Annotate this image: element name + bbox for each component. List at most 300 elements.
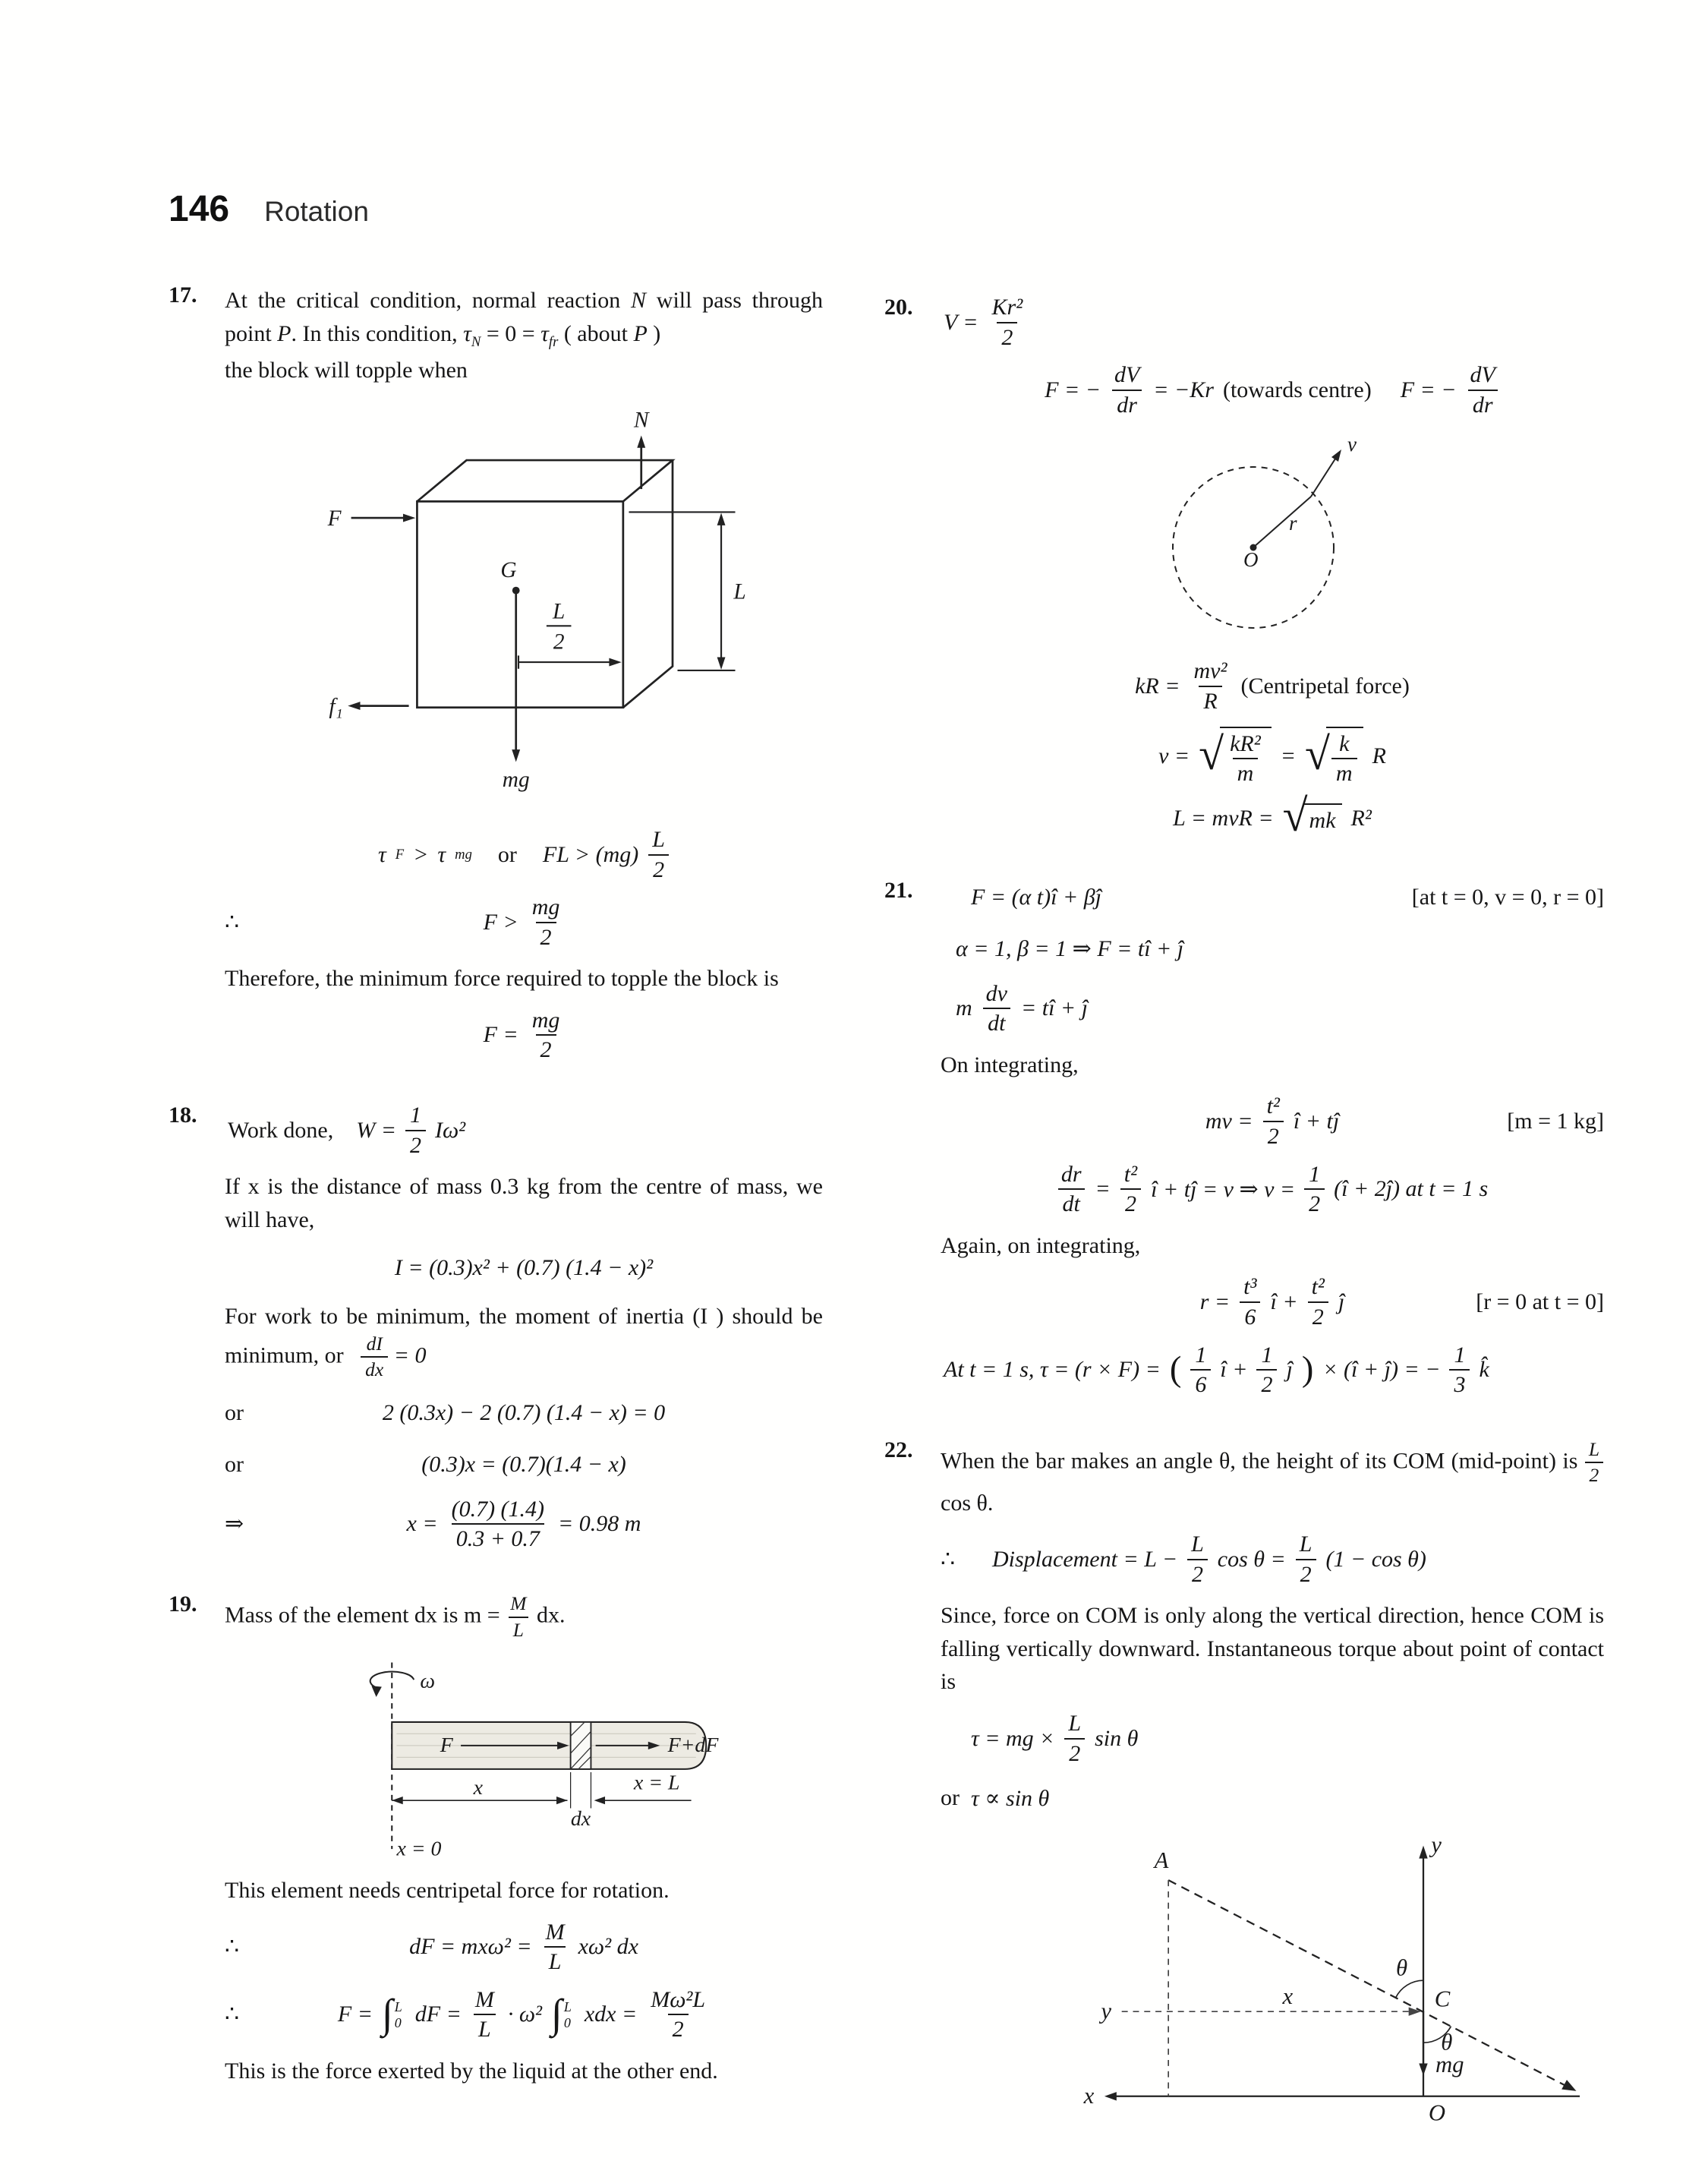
problem-22 [884,1437,1604,2128]
fraction-num: L [1068,1710,1082,1736]
fraction-kR2-m [1225,731,1265,787]
height-dimension [629,512,745,670]
math-run: cos θ = [1217,1546,1286,1572]
p17-equation-3 [225,1008,823,1063]
math-run: τ = mg × [971,1725,1055,1751]
integral-0-L [551,1991,575,2037]
math-run: m [956,995,972,1021]
problem-17-body [225,282,823,1075]
problem-18-number: 18. [169,1103,197,1128]
fraction-num: M [474,1986,494,2012]
label-F: F [327,506,342,531]
math-run: î + tĵ [1293,1109,1340,1134]
weight-arrow [503,594,530,792]
fraction-den: 2 [668,2014,689,2043]
problem-22-body [941,1437,1604,2128]
text-run: For work to be minimum, the moment of inertia (I ) should be minimum, or [225,1304,823,1368]
fraction-1-2 [405,1103,426,1158]
x-axis [1083,2083,1580,2109]
fraction-num: 1 [1454,1342,1466,1368]
text-run: = 0 = [481,320,541,346]
fraction-den: dx [361,1356,388,1381]
p20-equation-3 [941,658,1604,714]
fraction-num: dV [1114,362,1140,388]
text-run: . In this condition, [291,320,464,346]
centre-of-gravity [500,558,519,594]
fraction-k-m [1331,731,1357,787]
var-P: P [633,320,648,346]
p20-equation-1 [941,295,1604,350]
p19-lead [225,1593,823,1641]
tau-mg-sub: mg [455,846,472,863]
fraction-den: R [1199,686,1221,715]
tau-fr-sub: fr [548,333,559,350]
fraction-num: dV [1470,362,1495,388]
math-run: W = [356,1117,396,1143]
p18-lead-equation [225,1103,823,1158]
p21-body-text-2: Again, on integrating, [941,1232,1141,1258]
p17-intro-paragraph [225,284,823,352]
fraction-dV-dr [1110,362,1144,418]
fraction-num: M [545,1919,565,1945]
figure-falling-bar [1030,1830,1592,2128]
p17-equation-2 [225,894,823,950]
fraction-num: 1 [409,1103,421,1128]
radical-symbol: √ [1199,728,1224,779]
math-run: At t = 1 s, τ = (r × F) = [944,1357,1161,1383]
fraction-L-2 [648,827,670,882]
x-dimension [392,1772,591,1831]
p18-equation-6 [225,1497,823,1552]
fraction-den: dt [983,1008,1010,1036]
math-run: mv = [1205,1109,1253,1134]
math-run: L = mvR = [1173,805,1274,831]
math-run: F = − [1400,377,1457,402]
p22-equation-2 [941,1711,1604,1766]
math-run: = [1280,743,1296,769]
fraction-den: L [544,1946,566,1975]
problem-21 [884,878,1604,1410]
math-run: v = [1158,743,1190,769]
fraction-num: 1 [1195,1342,1207,1368]
fraction-L-2 [1064,1711,1086,1766]
math-run: τ ∝ sin θ [971,1785,1050,1811]
note-centripetal-force: (Centripetal force) [1240,673,1410,699]
fraction-result [646,1987,710,2043]
fraction-num: mv² [1193,658,1227,684]
text-run: Work done, [228,1117,334,1143]
fraction-den: 2 [536,922,556,951]
fraction-den: 2 [648,854,669,883]
tau-N-sub: N [471,333,481,350]
label-mg: mg [502,767,530,792]
p18-equation-2 [225,1248,823,1288]
fraction-mg-2 [528,1008,565,1063]
fraction-num: dr [1060,1161,1082,1187]
math-run: î + [1220,1357,1248,1383]
fraction-num: t² [1266,1093,1280,1119]
p20-equation-4 [941,727,1604,787]
fraction-num: Kr² [991,295,1023,320]
text-run: ) [647,320,661,346]
fraction-1-6 [1190,1342,1211,1398]
math-run: R [1372,743,1386,769]
label-F-plus-dF: F+dF [667,1733,719,1758]
math-run: V = [944,309,978,335]
problem-19 [169,1592,823,2089]
math-run: F = [337,2002,373,2027]
math-run: k̂ [1479,1357,1489,1383]
radical-symbol: √ [1282,790,1308,841]
tau-mg: τ [437,841,446,867]
integral-symbol: ∫ [551,1991,563,2037]
velocity-arrow [1311,433,1357,497]
angle-theta-upper [1396,1955,1423,1998]
text-run: dx. [531,1602,566,1628]
label-x-equals-0: x = 0 [396,1837,442,1861]
math-run: F > [483,909,518,935]
fraction-mg-2 [528,894,565,950]
problem-21-number: 21. [884,877,913,903]
angle-theta-lower [1423,2027,1452,2055]
therefore-symbol: ∴ [225,1934,240,1960]
p20-equation-2 [941,362,1604,418]
integral-lower: 0 [563,2015,571,2031]
chapter-title: Rotation [264,196,369,227]
radical-symbol: √ [1304,728,1330,779]
label-O: O [1428,2099,1446,2126]
or-word: or [497,841,517,867]
label-G: G [500,558,517,583]
math-run: = [1095,1176,1111,1202]
fraction-1-3 [1449,1342,1470,1398]
fraction-num: (0.7) (1.4) [451,1496,545,1522]
sqrt-mk [1282,790,1342,841]
fraction-dr-dt [1057,1162,1086,1217]
integral-upper: L [563,1998,572,2014]
fraction-den: 2 [1296,1559,1316,1588]
mass-element-strip [571,1722,591,1769]
problem-18 [169,1103,823,1564]
var-P: P [277,320,291,346]
problem-22-number: 22. [884,1437,913,1462]
label-A: A [1154,1847,1169,1874]
radius-line [1253,497,1311,547]
sqrt-kR2-m [1199,727,1272,787]
math-run: = −Kr [1153,377,1214,402]
bar-line [1153,1847,1577,2091]
math-run: ĵ [1338,1289,1345,1314]
fraction-num: mg [531,1007,560,1033]
fraction-den: L [509,1617,528,1642]
radicand [1304,803,1342,834]
or-word: or [941,1785,960,1811]
implies-symbol: ⇒ [225,1511,244,1537]
math-run: sin θ [1095,1725,1139,1751]
fraction-den: dt [1058,1188,1085,1217]
fraction-den: 2 [405,1130,426,1159]
problem-19-body [225,1592,823,2089]
therefore-symbol: ∴ [941,1547,956,1573]
problem-20-number: 20. [884,295,913,320]
math-run: dF = [414,2002,462,2027]
label-theta-1: θ [1395,1954,1408,1981]
label-r: r [1289,512,1297,535]
figure-circular-path [1132,430,1390,646]
math-run: I = (0.3)x² + (0.7) (1.4 − x)² [394,1255,654,1281]
label-L: L [733,579,746,604]
p22-lead [941,1439,1604,1520]
label-O: O [1243,548,1259,572]
math-run: (1 − cos θ) [1325,1546,1426,1572]
fraction-den: 2 [1120,1188,1141,1217]
horizontal-projection-line [1098,1983,1420,2024]
math-run: xdx = [584,2002,638,2027]
normal-reaction-arrow [633,409,650,489]
fraction-den: m [1233,758,1259,787]
label-F: F [440,1733,453,1758]
label-x-equals-L: x = L [633,1771,680,1795]
p19-body-text-2: This is the force exerted by the liquid at the other end. [225,2058,718,2084]
fraction-num: mg [531,894,560,920]
tau-N: τ [463,320,471,346]
math-run: r = [1199,1289,1231,1314]
label-v: v [1347,433,1357,456]
math-run: kR = [1135,673,1180,699]
page-header [169,188,369,230]
math-run: F = (α t)î + βĵ [971,884,1101,910]
fraction-dV-dr [1466,362,1500,418]
p21-equation-7 [941,1342,1604,1398]
p18-equation-4 [225,1393,823,1433]
p21-equation-5 [941,1162,1604,1217]
fraction-num: L [1588,1437,1599,1460]
fraction-den: dr [1112,390,1142,418]
fraction-num: kR² [1230,730,1261,756]
p21-body-text-1: On integrating, [941,1052,1079,1077]
math-run: x = [406,1511,438,1537]
fraction-den: 2 [1263,1121,1284,1150]
label-x-axis: x [1083,2083,1095,2109]
therefore-symbol: ∴ [225,2002,240,2027]
p21-equation-4 [941,1093,1604,1149]
text-run: will pass through point [225,288,823,346]
fraction-M-L [541,1920,569,1975]
fraction-solution-x [447,1497,549,1552]
fraction-M-L [506,1593,531,1641]
or-word: or [225,1451,244,1477]
p21-equation-6 [941,1274,1604,1330]
math-run: = 0.98 m [558,1511,641,1537]
problem-18-body [225,1103,823,1564]
therefore-symbol: ∴ [225,910,240,935]
figure-rotating-rod [337,1655,823,1866]
fraction-L-2 [1186,1532,1209,1587]
var-N: N [630,288,646,313]
fraction-num: L [1299,1532,1313,1557]
math-run: = 0 [393,1342,427,1368]
integral-symbol: ∫ [381,1991,393,2037]
label-N: N [633,408,649,433]
math-run: Displacement = L − [992,1546,1178,1572]
fraction-den: dr [1468,390,1498,418]
fraction-den: L [474,2014,496,2043]
fraction-num: Mω²L [651,1986,706,2012]
fraction-num: 1 [1261,1342,1273,1368]
problem-17-number: 17. [169,282,197,308]
fraction-den: 2 [1585,1462,1604,1487]
math-run: xω² dx [578,1934,638,1960]
p17-intro-line2: the block will topple when [225,358,468,383]
condition-note: [at t = 0, v = 0, r = 0] [1411,884,1604,910]
text-run: When the bar makes an angle θ, the height of its COM (mid-point) is [941,1448,1584,1474]
page-number: 146 [169,189,230,229]
fraction-den: 2 [1256,1369,1277,1398]
left-column [169,282,823,2116]
fraction-den: 0.3 + 0.7 [452,1523,544,1552]
fraction-num: t² [1123,1161,1138,1187]
math-run: î + [1270,1289,1298,1314]
p19-equation-1 [225,1920,823,1975]
fraction-1-2 [1304,1162,1325,1217]
fraction-num: 1 [1309,1161,1321,1187]
block-outline [417,460,673,708]
fraction-den: 2 [1187,1559,1208,1588]
fraction-t2-2 [1307,1274,1329,1330]
math-run: 2 (0.3x) − 2 (0.7) (1.4 − x) = 0 [382,1399,666,1425]
math-run: dF = mxω² = [409,1934,532,1960]
right-column [884,295,1604,2156]
math-run: î + tĵ = v ⇒ v = [1151,1176,1296,1202]
problem-20-body [941,295,1604,850]
fraction-num: M [510,1592,527,1614]
fraction-num: t³ [1243,1274,1257,1300]
problem-19-number: 19. [169,1591,197,1617]
math-run: × (î + ĵ) = − [1322,1357,1441,1383]
fraction-den: 6 [1190,1369,1211,1398]
label-x: x [473,1775,483,1800]
fraction-den: 2 [536,1034,556,1063]
math-run: R² [1350,805,1372,831]
fraction-num: k [1339,730,1350,756]
label-C: C [1434,1986,1451,2012]
math-run: (0.3)x = (0.7)(1.4 − x) [421,1451,626,1477]
close-paren: ) [1301,1350,1314,1390]
label-mg: mg [1435,2052,1464,2078]
half-length-dimension [518,599,622,668]
p21-equation-3 [941,981,1604,1036]
p22-body-text-1: Since, force on COM is only along the vertical direction, hence COM is falling vertically downward. Instantaneous torque about point of contact is [941,1603,1604,1695]
text-run: ( about [558,320,634,346]
radicand [1326,727,1363,787]
text-run: Mass of the element dx is m = [225,1602,506,1628]
problem-17 [169,282,823,1075]
math-run: F = [483,1022,518,1048]
fraction-den: 2 [1064,1738,1085,1767]
gt-sign: > [413,841,429,867]
integral-limits [564,1999,572,2030]
text-run: At the critical condition, normal reaction [225,288,631,313]
sqrt-k-m [1305,727,1363,787]
fraction-den: 2 [1308,1301,1328,1330]
fraction-den: 2 [997,322,1017,351]
p22-equation-3 [941,1778,1604,1818]
condition-note: [r = 0 at t = 0] [1476,1289,1604,1314]
integral-0-L [381,1991,406,2037]
p22-equation-1 [941,1532,1604,1587]
open-paren: ( [1169,1350,1182,1390]
p17-closing-text: Therefore, the minimum force required to topple the block is [225,966,779,992]
p18-body-text-1: If x is the distance of mass 0.3 kg from the centre of mass, we will have, [225,1174,823,1232]
problem-21-body [941,878,1604,1410]
p21-equation-1 [941,878,1604,917]
fraction-num: dv [985,980,1007,1006]
fraction-1-2 [1256,1342,1277,1398]
radicand [1220,727,1272,787]
label-L-over-2-num: L [553,599,566,624]
note-towards-centre: (towards centre) [1222,377,1372,402]
fraction-dv-dt [982,981,1012,1036]
fraction-Kr2-2 [988,295,1028,350]
fraction-mv2-R [1190,658,1232,714]
fraction-num: L [1191,1532,1204,1557]
figure-toppling-block [269,402,846,815]
math-run: FL > (mg) [542,841,639,867]
label-y-coordinate: y [1101,1998,1112,2024]
tau-fr: τ [540,320,549,346]
fraction-den: 3 [1449,1369,1470,1398]
label-theta-2: θ [1441,2029,1453,2055]
fraction-t2-2 [1262,1093,1284,1149]
p19-body-text-1: This element needs centripetal force for rotation. [225,1878,670,1904]
fraction-num: L [652,826,665,852]
label-x-coordinate: x [1282,1983,1294,2010]
fraction-t2-2 [1120,1162,1142,1217]
applied-force-arrow [327,506,416,531]
fraction-L-2 [1295,1532,1317,1587]
math-run: · ω² [507,2002,543,2027]
math-run: mk [1309,807,1336,833]
math-run: α = 1, β = 1 ⇒ F = tî + ĵ [956,936,1184,962]
math-run: (î + 2ĵ) at t = 1 s [1334,1176,1489,1202]
x-equals-L-annotation [594,1771,692,1805]
integral-upper: L [394,1998,402,2014]
tau-F-sub: F [395,846,405,863]
label-omega: ω [420,1669,436,1693]
p18-body-text-2 [225,1300,823,1381]
fraction-num: dI [366,1332,383,1355]
problem-20 [884,295,1604,850]
fraction-den: 6 [1240,1301,1260,1330]
label-dx: dx [570,1807,591,1831]
friction-arrow [329,694,408,718]
fraction-den: 2 [1304,1188,1325,1217]
integral-limits [395,1999,402,2030]
fraction-dI-dx [361,1333,388,1381]
fraction-t3-6 [1239,1274,1261,1330]
p17-equation-1 [225,827,823,882]
fraction-den: m [1331,758,1357,787]
fraction-M-L [471,1987,499,2043]
label-L-over-2-den: 2 [553,629,565,655]
p18-equation-5 [225,1445,823,1484]
math-run: Iω² [434,1117,466,1143]
p20-equation-5 [941,790,1604,841]
label-f1: f₁ [329,694,343,719]
label-y-axis: y [1431,1831,1442,1858]
tau-F: τ [378,841,386,867]
math-run: ĵ [1286,1357,1293,1383]
